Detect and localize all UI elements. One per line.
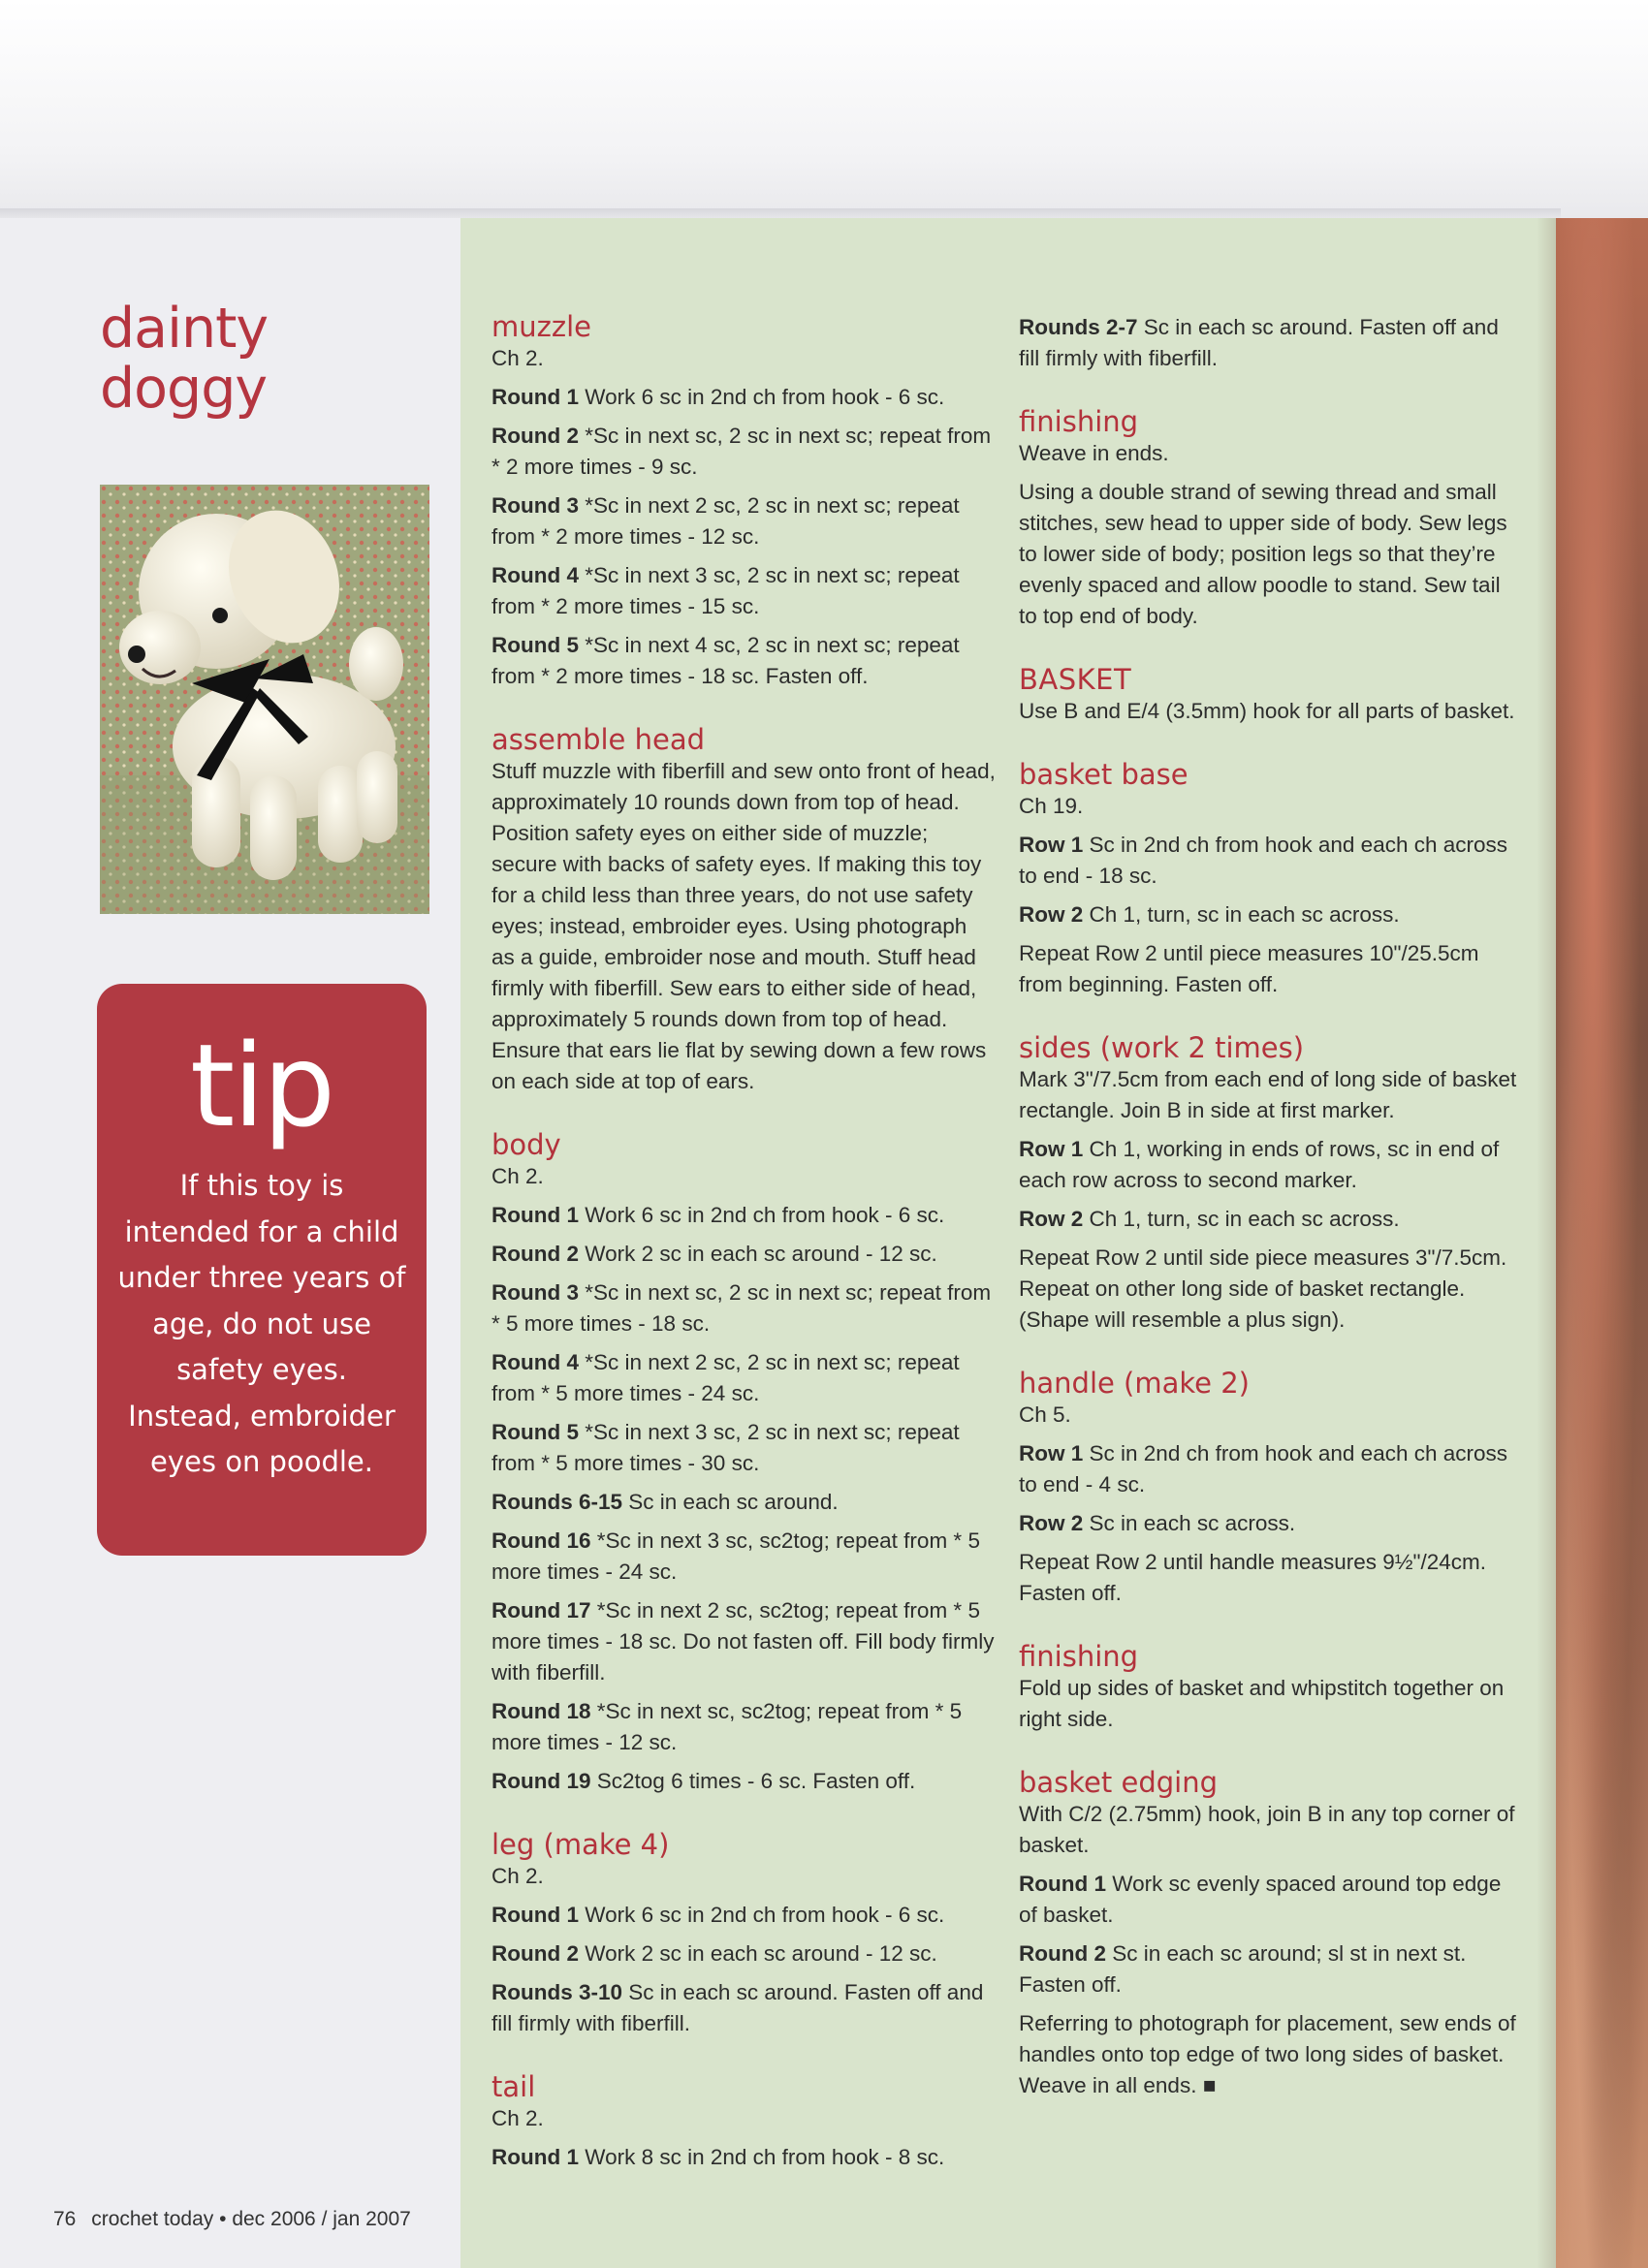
row-label: Round 5 bbox=[491, 633, 579, 657]
section-lead: Mark 3"/7.5cm from each end of long side of basket rectangle. Join B in side at first marker. bbox=[1019, 1067, 1517, 1122]
section-lead: Ch 5. bbox=[1019, 1402, 1071, 1427]
pattern-section bbox=[491, 723, 996, 1097]
pattern-column-1 bbox=[491, 310, 996, 2181]
pattern-row bbox=[491, 1766, 996, 1797]
tip-line: intended for a child bbox=[124, 1214, 399, 1248]
section-heading: body bbox=[491, 1128, 561, 1161]
pattern-row bbox=[491, 421, 996, 483]
pattern-row bbox=[491, 1900, 996, 1931]
row-label: Round 3 bbox=[491, 1280, 579, 1305]
row-label: Row 2 bbox=[1019, 1511, 1084, 1535]
row-text: *Sc in next sc, 2 sc in next sc; repeat from * 2 more times - 9 sc. bbox=[491, 424, 992, 479]
row-text: Sc in 2nd ch from hook and each ch across to end - 18 sc. bbox=[1019, 833, 1508, 888]
page-number: 76 bbox=[53, 2208, 77, 2230]
pattern-row bbox=[491, 560, 996, 622]
pattern-row bbox=[1019, 1869, 1523, 1931]
row-text: *Sc in next 3 sc, 2 sc in next sc; repeat from * 2 more times - 15 sc. bbox=[491, 563, 960, 618]
row-label: Rounds 2-7 bbox=[1019, 315, 1138, 339]
row-text: *Sc in next 2 sc, sc2tog; repeat from * 5 more times - 18 sc. Do not fasten off. Fill body firmly with fiberfill. bbox=[491, 1598, 995, 1685]
row-label: Round 17 bbox=[491, 1598, 591, 1622]
tip-line: Instead, embroider bbox=[128, 1399, 396, 1433]
row-text: Work 8 sc in 2nd ch from hook - 8 sc. bbox=[579, 2145, 945, 2169]
pattern-section bbox=[1019, 758, 1523, 1000]
row-label: Round 18 bbox=[491, 1699, 591, 1723]
row-label: Round 3 bbox=[491, 493, 579, 518]
pattern-section bbox=[491, 310, 996, 692]
row-text: Sc in each sc around; sl st in next st. Fasten off. bbox=[1019, 1941, 1467, 1997]
row-text: *Sc in next 4 sc, 2 sc in next sc; repeat from * 2 more times - 18 sc. Fasten off. bbox=[491, 633, 960, 688]
row-text: *Sc in next 2 sc, 2 sc in next sc; repeat from * 2 more times - 12 sc. bbox=[491, 493, 960, 549]
pattern-row bbox=[1019, 1438, 1523, 1500]
magazine-name: crochet today bbox=[91, 2208, 214, 2230]
section-lead: Ch 19. bbox=[1019, 794, 1084, 818]
page-footer bbox=[53, 2208, 411, 2231]
row-label: Round 2 bbox=[1019, 1941, 1106, 1966]
pattern-row bbox=[491, 2142, 996, 2173]
issue-date: dec 2006 / jan 2007 bbox=[232, 2208, 411, 2230]
row-label: Row 1 bbox=[1019, 1137, 1084, 1161]
row-text: Referring to photograph for placement, sew ends of handles onto top edge of two long sides of basket. Weave in all ends. ■ bbox=[1019, 2011, 1516, 2097]
section-lead: Ch 2. bbox=[491, 1864, 544, 1888]
row-text: Sc in each sc around. Fasten off and fill firmly with fiberfill. bbox=[491, 1980, 984, 2035]
section-heading: basket edging bbox=[1019, 1766, 1218, 1799]
row-text: Work 2 sc in each sc around - 12 sc. bbox=[579, 1242, 937, 1266]
section-lead: Weave in ends. bbox=[1019, 441, 1169, 465]
row-label: Round 1 bbox=[491, 1203, 579, 1227]
pattern-row bbox=[1019, 938, 1523, 1000]
section-lead: Use B and E/4 (3.5mm) hook for all parts of basket. bbox=[1019, 699, 1515, 723]
row-label: Round 1 bbox=[1019, 1872, 1106, 1896]
pattern-section bbox=[1019, 1367, 1523, 1609]
section-lead: Fold up sides of basket and whipstitch together on right side. bbox=[1019, 1676, 1505, 1731]
section-heading: sides (work 2 times) bbox=[1019, 1031, 1305, 1064]
row-label: Rounds 6-15 bbox=[491, 1490, 623, 1514]
title-line-2: doggy bbox=[100, 357, 268, 421]
row-label: Row 1 bbox=[1019, 1441, 1084, 1465]
pattern-row bbox=[1019, 1204, 1523, 1235]
pattern-section bbox=[1019, 1766, 1523, 2101]
section-lead: With C/2 (2.75mm) hook, join B in any top corner of basket. bbox=[1019, 1802, 1515, 1857]
row-label: Row 2 bbox=[1019, 902, 1084, 927]
pattern-section bbox=[1019, 1031, 1523, 1336]
tip-line: If this toy is bbox=[179, 1169, 344, 1202]
row-text: *Sc in next 3 sc, sc2tog; repeat from * 5 more times - 24 sc. bbox=[491, 1528, 980, 1584]
section-heading: leg (make 4) bbox=[491, 1828, 670, 1861]
tip-line: eyes on poodle. bbox=[150, 1445, 373, 1478]
row-text: Sc2tog 6 times - 6 sc. Fasten off. bbox=[590, 1769, 916, 1793]
pattern-row bbox=[491, 630, 996, 692]
pattern-row bbox=[491, 1239, 996, 1270]
pattern-row bbox=[1019, 1134, 1523, 1196]
row-label: Row 1 bbox=[1019, 833, 1084, 857]
row-text: Ch 1, turn, sc in each sc across. bbox=[1083, 1207, 1400, 1231]
row-text: *Sc in next sc, sc2tog; repeat from * 5 more times - 12 sc. bbox=[491, 1699, 963, 1754]
pattern-section bbox=[1019, 405, 1523, 632]
row-label: Round 2 bbox=[491, 1242, 579, 1266]
row-text: Ch 1, working in ends of rows, sc in end of each row across to second marker. bbox=[1019, 1137, 1500, 1192]
section-heading: handle (make 2) bbox=[1019, 1367, 1250, 1400]
row-text: Using a double strand of sewing thread and small stitches, sew head to upper side of body. Sew legs to lower side of body; position legs so that they’re evenly spaced and allow poodle to stand. Sew tail to top end of body. bbox=[1019, 480, 1507, 628]
pattern-row bbox=[491, 1938, 996, 1969]
row-label: Rounds 3-10 bbox=[491, 1980, 623, 2004]
pattern-section bbox=[491, 1828, 996, 2039]
pattern-row bbox=[1019, 2008, 1523, 2101]
pattern-section bbox=[1019, 312, 1523, 374]
row-text: *Sc in next 3 sc, 2 sc in next sc; repeat from * 5 more times - 30 sc. bbox=[491, 1420, 960, 1475]
pattern-section bbox=[491, 2070, 996, 2173]
page-title bbox=[100, 299, 268, 419]
row-text: Sc in each sc around. bbox=[622, 1490, 839, 1514]
pattern-row bbox=[491, 1526, 996, 1588]
row-text: Work 6 sc in 2nd ch from hook - 6 sc. bbox=[579, 1203, 945, 1227]
tip-text bbox=[114, 1163, 409, 1486]
section-heading: BASKET bbox=[1019, 663, 1132, 696]
row-label: Row 2 bbox=[1019, 1207, 1084, 1231]
pattern-row bbox=[491, 1696, 996, 1758]
row-label: Round 19 bbox=[491, 1769, 591, 1793]
row-label: Round 16 bbox=[491, 1528, 591, 1553]
row-text: Repeat Row 2 until piece measures 10"/25.5cm from beginning. Fasten off. bbox=[1019, 941, 1479, 996]
title-line-1: dainty bbox=[100, 297, 269, 361]
section-heading: assemble head bbox=[491, 723, 706, 756]
scan-top-margin bbox=[0, 0, 1648, 218]
section-lead: Ch 2. bbox=[491, 1164, 544, 1188]
poodle-photo bbox=[100, 485, 429, 914]
pattern-row bbox=[491, 1977, 996, 2039]
row-text: Sc in 2nd ch from hook and each ch across to end - 4 sc. bbox=[1019, 1441, 1508, 1496]
pattern-section bbox=[1019, 1640, 1523, 1735]
row-text: Work 2 sc in each sc around - 12 sc. bbox=[579, 1941, 937, 1966]
section-lead: Stuff muzzle with fiberfill and sew onto front of head, approximately 10 rounds down from top of head. Position safety eyes on either side of muzzle; secure with backs of safety eyes. If making this toy for a child less than three years, do not use safety eyes; instead, embroider eyes. Using photograph as a guide, embroider nose and mouth. Stuff head firmly with fiberfill. Sew ears to either side of head, approximately 5 rounds down from top of head. Ensure that ears lie flat by sewing down a few rows on each side at top of ears. bbox=[491, 759, 996, 1093]
pattern-row bbox=[491, 1347, 996, 1409]
pattern-row bbox=[1019, 899, 1523, 930]
row-label: Round 2 bbox=[491, 1941, 579, 1966]
row-label: Round 2 bbox=[491, 424, 579, 448]
tip-box bbox=[97, 984, 427, 1556]
pattern-row bbox=[491, 1487, 996, 1518]
pattern-row bbox=[491, 1417, 996, 1479]
section-heading: basket base bbox=[1019, 758, 1188, 791]
tip-line: age, do not use bbox=[152, 1307, 371, 1340]
section-heading: finishing bbox=[1019, 1640, 1139, 1673]
row-text: Work sc evenly spaced around top edge of basket. bbox=[1019, 1872, 1502, 1927]
pattern-row bbox=[1019, 1243, 1523, 1336]
row-label: Round 4 bbox=[491, 1350, 579, 1374]
row-label: Round 1 bbox=[491, 2145, 579, 2169]
pattern-row bbox=[491, 382, 996, 413]
row-text: Sc in each sc across. bbox=[1083, 1511, 1296, 1535]
pattern-row bbox=[1019, 830, 1523, 892]
footer-bullet: • bbox=[219, 2208, 227, 2230]
pattern-row bbox=[491, 1200, 996, 1231]
row-label: Round 1 bbox=[491, 385, 579, 409]
pattern-row bbox=[491, 1277, 996, 1339]
pattern-row bbox=[491, 1595, 996, 1688]
section-heading: tail bbox=[491, 2070, 536, 2103]
section-heading: finishing bbox=[1019, 405, 1139, 438]
row-label: Round 1 bbox=[491, 1903, 579, 1927]
pattern-row bbox=[1019, 1938, 1523, 2000]
tip-title: tip bbox=[190, 1019, 333, 1152]
pattern-column-2 bbox=[1019, 312, 1523, 2109]
section-heading: muzzle bbox=[491, 310, 591, 343]
pattern-row bbox=[491, 490, 996, 552]
pattern-section bbox=[1019, 663, 1523, 727]
row-label: Round 5 bbox=[491, 1420, 579, 1444]
pattern-row bbox=[1019, 1508, 1523, 1539]
section-lead: Ch 2. bbox=[491, 346, 544, 370]
pattern-section bbox=[491, 1128, 996, 1797]
tip-line: under three years of bbox=[117, 1261, 406, 1294]
pattern-row bbox=[1019, 312, 1523, 374]
row-label: Round 4 bbox=[491, 563, 579, 587]
row-text: Work 6 sc in 2nd ch from hook - 6 sc. bbox=[579, 1903, 945, 1927]
row-text: Work 6 sc in 2nd ch from hook - 6 sc. bbox=[579, 385, 945, 409]
adjacent-page-photo bbox=[1556, 218, 1648, 2268]
tip-line: safety eyes. bbox=[176, 1353, 347, 1386]
row-text: *Sc in next sc, 2 sc in next sc; repeat from * 5 more times - 18 sc. bbox=[491, 1280, 992, 1336]
row-text: Repeat Row 2 until handle measures 9½"/24cm. Fasten off. bbox=[1019, 1550, 1487, 1605]
row-text: Repeat Row 2 until side piece measures 3"/7.5cm. Repeat on other long side of basket rectangle. (Shape will resemble a plus sign). bbox=[1019, 1245, 1507, 1332]
row-text: Ch 1, turn, sc in each sc across. bbox=[1083, 902, 1400, 927]
pattern-row bbox=[1019, 1547, 1523, 1609]
row-text: *Sc in next 2 sc, 2 sc in next sc; repeat from * 5 more times - 24 sc. bbox=[491, 1350, 960, 1405]
pattern-row bbox=[1019, 477, 1523, 632]
section-lead: Ch 2. bbox=[491, 2106, 544, 2130]
row-text: Sc in each sc around. Fasten off and fill firmly with fiberfill. bbox=[1019, 315, 1499, 370]
